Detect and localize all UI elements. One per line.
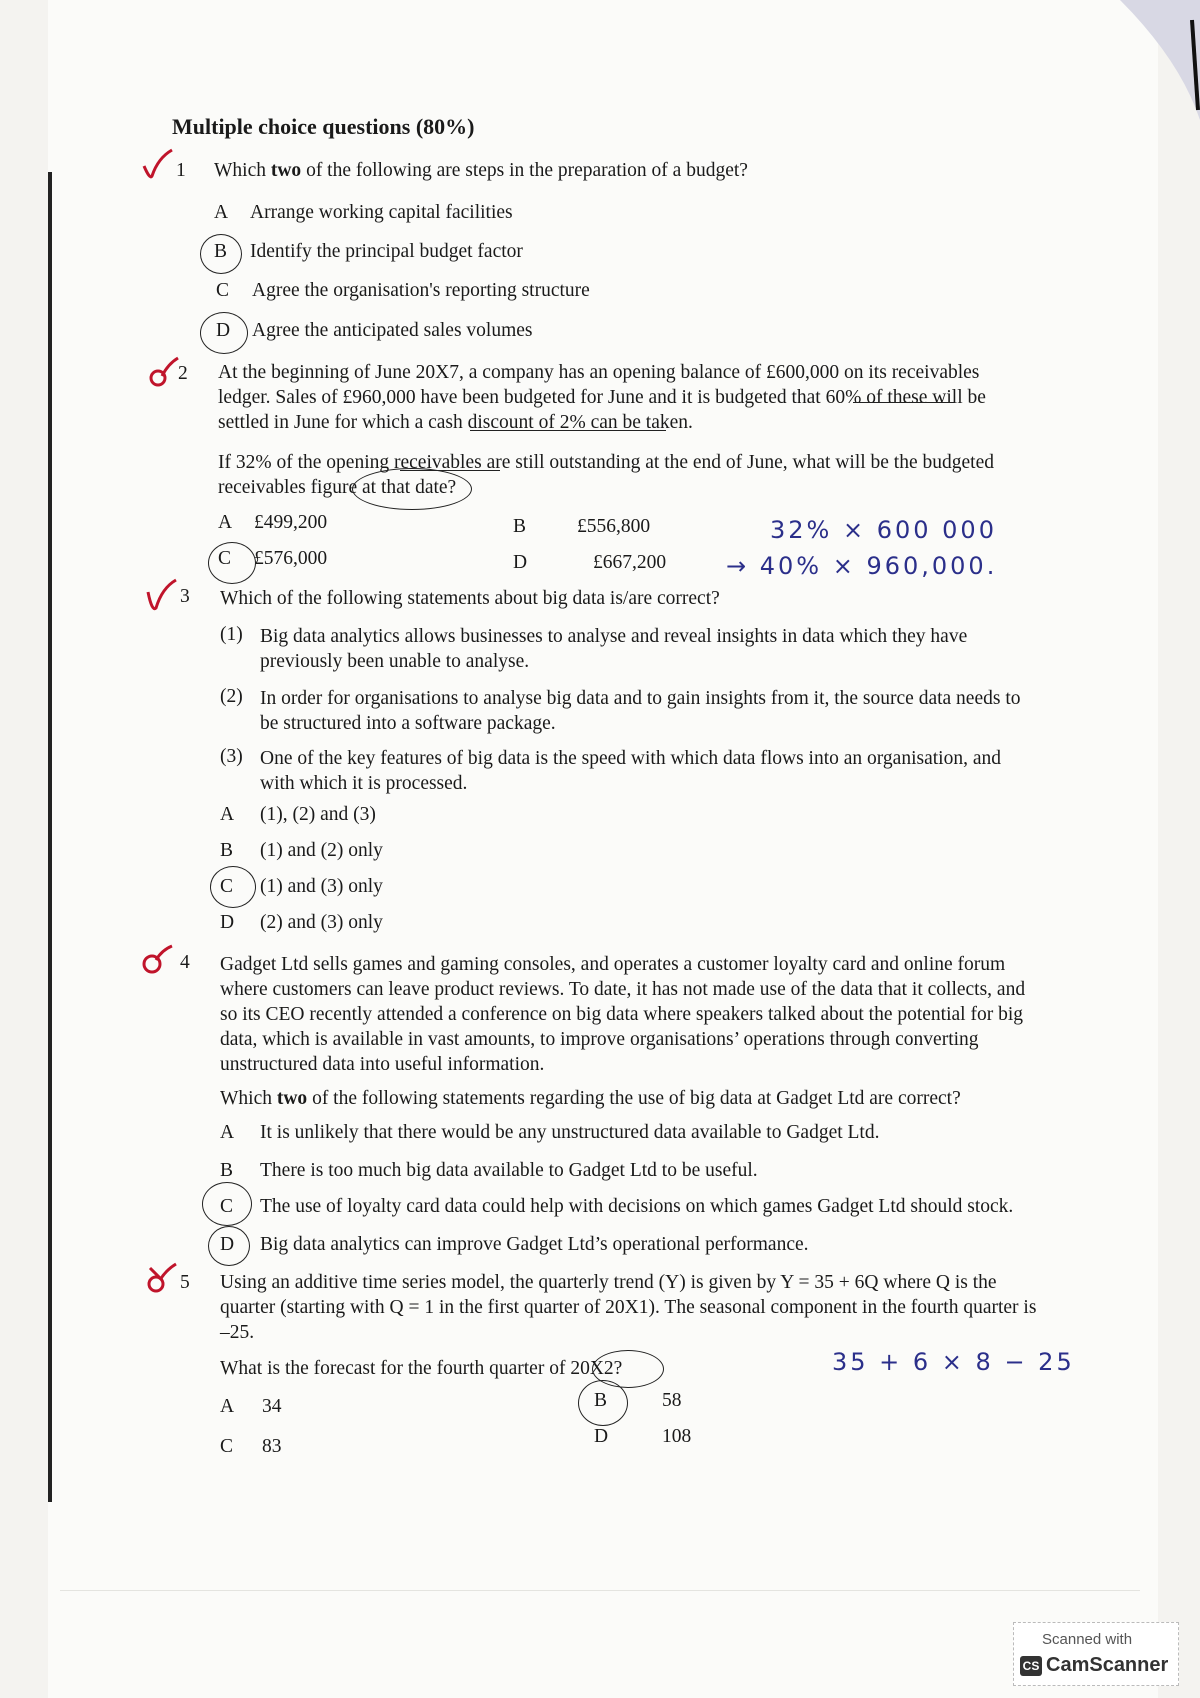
question-number: 1	[176, 160, 186, 181]
option-d	[594, 1426, 691, 1448]
answer-circle-c	[208, 542, 256, 584]
question-number: 3	[180, 586, 190, 607]
option-text: It is unlikely that there would be any unstructured data available to Gadget Ltd.	[260, 1122, 880, 1143]
statement-text: Big data analytics allows businesses to analyse and reveal insights in data which they have previously been unable to analyse.	[260, 626, 968, 672]
option-letter: B	[220, 840, 234, 861]
answer-circle-d	[208, 1226, 250, 1266]
option-text: 34	[262, 1396, 282, 1417]
option-a	[220, 804, 376, 826]
option-letter: A	[214, 202, 229, 223]
option-text: 58	[662, 1390, 682, 1411]
option-b	[513, 516, 650, 538]
option-text: Agree the organisation's reporting structure	[252, 280, 590, 301]
option-text: £576,000	[254, 548, 328, 569]
option-b	[220, 840, 383, 862]
option-text: £667,200	[593, 552, 667, 573]
underline-mark	[470, 430, 666, 431]
underline-mark	[853, 402, 955, 403]
question-text	[214, 158, 1014, 183]
question-paragraph: Gadget Ltd sells games and gaming consoles, and operates a customer loyalty card and online forum where customers can leave product reviews. To date, it has not made use of the data that it collects, and so its CEO recently attended a conference on big data where speakers talked about the potential for big data, which is available in vast amounts, to improve organisations’ operations through converting unstructured data into useful information.	[220, 954, 1026, 1075]
watermark-caption: Scanned with	[1042, 1631, 1133, 1648]
option-d	[220, 1234, 809, 1256]
answer-circle-c	[210, 866, 256, 908]
option-text: There is too much big data available to Gadget Ltd to be useful.	[260, 1160, 758, 1181]
handwritten-note: 35 + 6 × 8 − 25	[832, 1348, 1075, 1376]
camscanner-watermark	[1013, 1622, 1179, 1686]
option-text: 83	[262, 1436, 282, 1457]
option-letter: D	[220, 912, 235, 933]
option-letter: D	[594, 1426, 609, 1447]
question-prompt: What is the forecast for the fourth quarter of 20X2?	[220, 1358, 623, 1379]
option-text: Arrange working capital facilities	[250, 202, 513, 223]
question-number: 4	[180, 952, 190, 973]
option-letter: A	[220, 1122, 235, 1143]
option-text: Agree the anticipated sales volumes	[252, 320, 533, 341]
option-text: (1) and (2) only	[260, 840, 383, 861]
question-text-part: Which	[214, 160, 271, 181]
answer-circle-d	[200, 312, 248, 354]
question-prompt	[220, 1086, 1040, 1111]
red-tick-icon	[144, 1262, 180, 1296]
option-letter: B	[594, 1390, 608, 1411]
page-divider	[60, 1590, 1140, 1591]
option-text: £556,800	[577, 516, 651, 537]
statement-label: (2)	[220, 686, 243, 707]
option-b	[214, 241, 523, 263]
question-number: 2	[178, 363, 188, 384]
option-a	[220, 1122, 879, 1144]
option-text: £499,200	[254, 512, 328, 533]
option-letter: B	[214, 241, 228, 262]
option-c	[220, 1436, 282, 1458]
option-letter: D	[513, 552, 528, 573]
camscanner-logo-icon: CS	[1020, 1656, 1042, 1676]
option-letter: C	[218, 548, 232, 569]
option-text: Identify the principal budget factor	[250, 241, 523, 262]
answer-circle-c	[202, 1182, 252, 1226]
option-text: Big data analytics can improve Gadget Ltd’s operational performance.	[260, 1234, 809, 1255]
scan-edge-shadow	[48, 172, 52, 1502]
statement-label: (3)	[220, 746, 243, 767]
option-text: (1) and (3) only	[260, 876, 383, 897]
statement-text: One of the key features of big data is the speed with which data flows into an organisation, and with which it is processed.	[260, 748, 1001, 794]
option-text: 108	[662, 1426, 692, 1447]
handwritten-note: 32% × 600 000	[770, 516, 997, 544]
question-text-part: of the following statements regarding the use of big data at Gadget Ltd are correct?	[307, 1088, 961, 1109]
option-letter: C	[216, 280, 230, 301]
option-letter: C	[220, 1436, 234, 1457]
handwritten-note: → 40% × 960,000.	[726, 552, 998, 580]
question-prompt: If 32% of the opening receivables are still outstanding at the end of June, what will be the budgeted receivables figure at that date?	[218, 452, 994, 498]
option-letter: B	[220, 1160, 234, 1181]
option-d	[220, 912, 383, 934]
question-text-part: of the following are steps in the preparation of a budget?	[301, 160, 748, 181]
statement-text: In order for organisations to analyse big data and to gain insights from it, the source data needs to be structured into a software package.	[260, 688, 1021, 734]
option-letter: A	[220, 1396, 235, 1417]
question-number: 5	[180, 1272, 190, 1293]
option-text: (2) and (3) only	[260, 912, 383, 933]
red-tick-icon	[140, 944, 176, 978]
question-text-part: Which	[220, 1088, 277, 1109]
option-letter: D	[220, 1234, 235, 1255]
option-a	[218, 512, 327, 534]
section-heading: Multiple choice questions (80%)	[172, 114, 475, 139]
question-text-emphasis: two	[276, 1088, 308, 1109]
option-d	[216, 320, 532, 342]
option-letter: A	[220, 804, 235, 825]
option-letter: D	[216, 320, 231, 341]
option-letter: C	[220, 876, 234, 897]
statement-label: (1)	[220, 624, 243, 645]
answer-circle-b	[578, 1380, 628, 1426]
question-text-emphasis: two	[270, 160, 302, 181]
option-c	[220, 1196, 1013, 1218]
red-tick-icon	[144, 578, 180, 612]
watermark-brand: CamScanner	[1046, 1654, 1169, 1676]
page-corner-shadow	[1060, 0, 1200, 120]
option-b	[220, 1160, 758, 1182]
question-paragraph: Using an additive time series model, the quarterly trend (Y) is given by Y = 35 + 6Q where Q is the quarter (starting with Q = 1 in the first quarter of 20X1). The seasonal component in the fourth quarter is –25.	[220, 1272, 1037, 1343]
question-paragraph: At the beginning of June 20X7, a company has an opening balance of £600,000 on its receivables ledger. Sales of £960,000 have been budgeted for June and it is budgeted that 60% of these will be settled in June for which a cash discount of 2% can be taken.	[218, 362, 986, 433]
option-letter: C	[220, 1196, 234, 1217]
option-a	[214, 202, 513, 224]
annotation-circle	[352, 468, 472, 510]
red-tick-icon	[140, 148, 176, 182]
option-text: (1), (2) and (3)	[260, 804, 376, 825]
option-letter: A	[218, 512, 233, 533]
question-text: Which of the following statements about big data is/are correct?	[220, 588, 720, 609]
option-d	[513, 552, 666, 574]
option-letter: B	[513, 516, 527, 537]
option-a	[220, 1396, 282, 1418]
option-text: The use of loyalty card data could help with decisions on which games Gadget Ltd should stock.	[260, 1196, 1014, 1217]
option-c	[216, 280, 590, 302]
answer-circle-b	[200, 234, 242, 274]
